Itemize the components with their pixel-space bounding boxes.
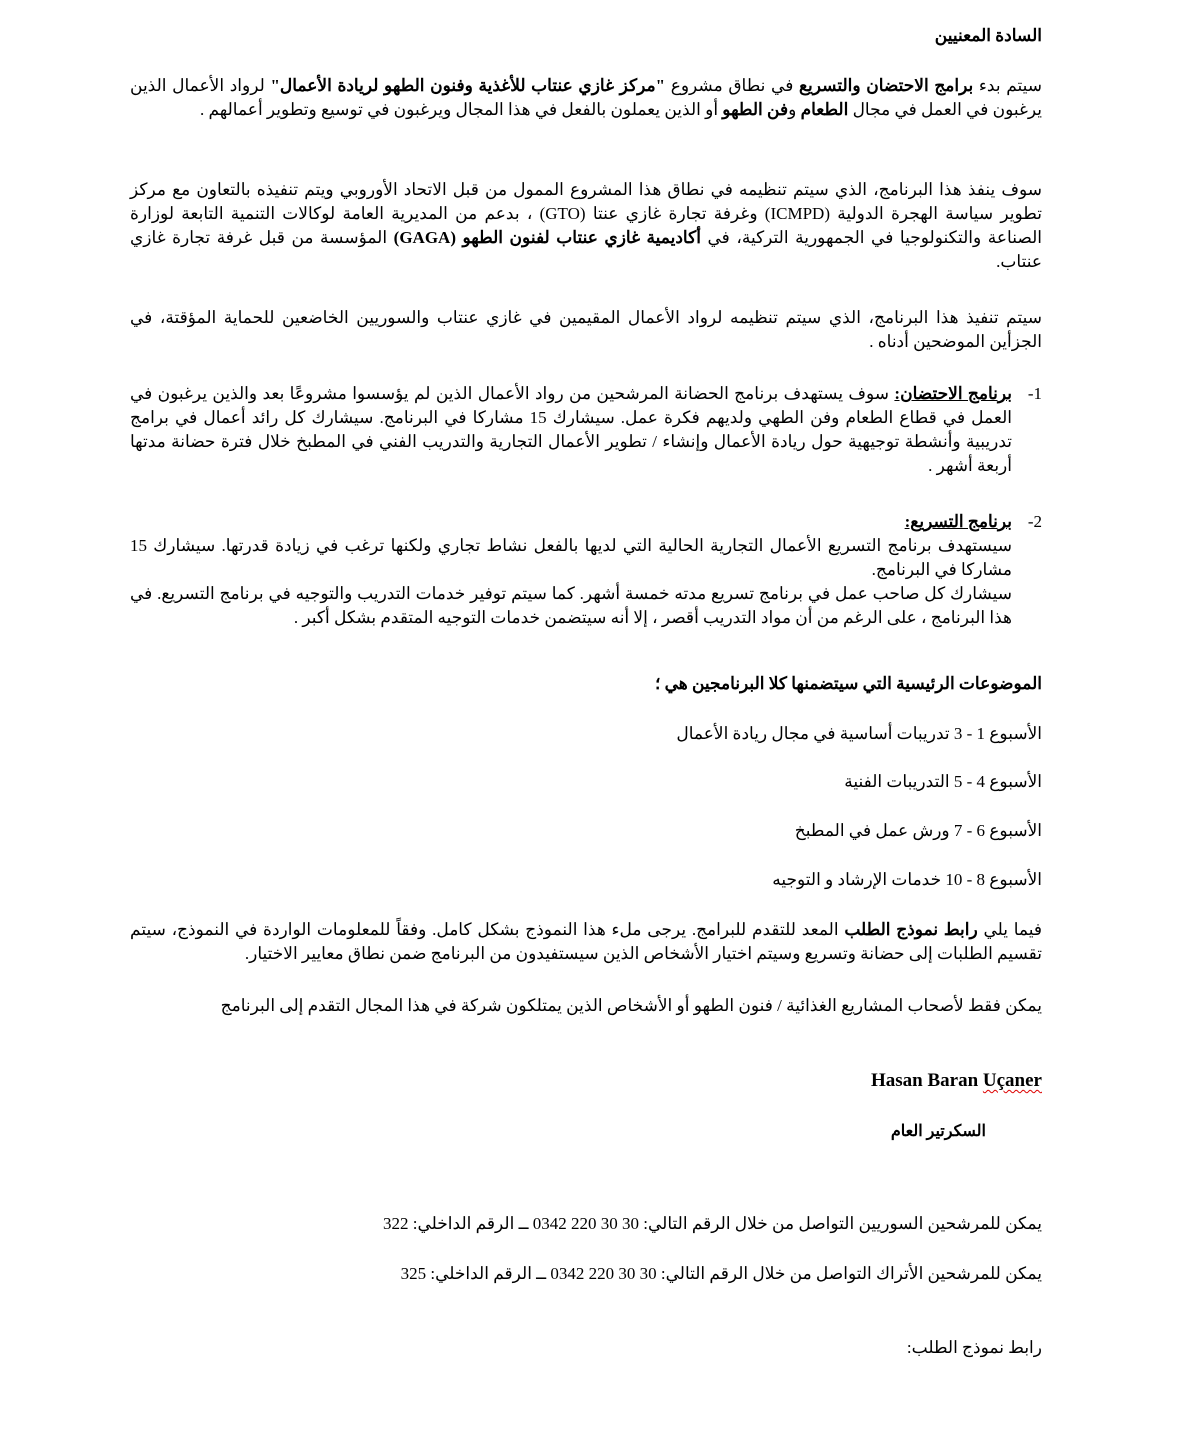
signatory-name [871,1069,1042,1093]
acceleration-title: برنامج التسريع: [904,512,1012,531]
application-paragraph [130,918,1042,966]
incubation-title: برنامج الاحتضان: [894,384,1013,403]
acceleration-item [130,510,1042,630]
gaga-academy: أكاديمية غازي عنتاب لفنون الطهو (GAGA) [393,228,701,247]
intro-text-1: سيتم بدء [973,76,1043,95]
implementation-paragraph [130,178,1042,274]
intro-programs: برامج الاحتضان والتسريع [799,76,974,95]
application-text-3: المعد للتقدم للبرامج. يرجى ملء هذا النموذج بشكل كامل. وفقاً للمعلومات الواردة في النموذج، سيتم تقسيم الطلبات إلى حضانة وتسريع وسيتم اختيار الأشخاص الذين سيستفيدون من البرنامج ضمن نطاق معايير الاختيار. [130,920,1042,963]
signatory-last-name: Uçaner [982,1070,1042,1091]
form-link-label: رابط نموذج الطلب: [906,1338,1042,1357]
intro-and: و [788,100,801,119]
incubation-text: سوف يستهدف برنامج الحضانة المرشحين من رواد الأعمال الذين لم يؤسسوا مشروعًا بعد والذين يرغبون في العمل في قطاع الطعام وفن الطهي ولديهم فكرة عمل. سيشارك 15 مشاركا في البرنامج. سيشارك كل رائد أعمال في برامج تدريبية وأنشطة توجيهية حول ريادة الأعمال وإنشاء / تطوير الأعمال التجارية والتدريب الفني في المطبخ خلال فترة حضانة مدتها أربعة أشهر . [130,384,1012,475]
acceleration-text-2: سيشارك كل صاحب عمل في برنامج تسريع مدته خمسة أشهر. كما سيتم توفير خدمات التدريب والتوجيه في برنامج التسريع. في هذا البرنامج ، على الرغم من أن مواد التدريب أقصر ، إلا أنه سيتضمن خدمات التوجيه المتقدم بشكل أكبر . [130,584,1012,627]
intro-paragraph [130,74,1042,122]
signatory-title: السكرتير العام [890,1123,986,1140]
field-gastronomy: فن الطهو [722,100,789,119]
project-name: "مركز غازي عنتاب للأغذية وفنون الطهو لريادة الأعمال" [270,76,666,95]
incubation-body [130,382,1012,478]
salutation: السادة المعنيين [934,26,1042,45]
week-item: الأسبوع 6 - 7 ورش عمل في المطبخ [794,821,1042,840]
application-text-1: فيما يلي [977,920,1042,939]
contact-turkish: يمكن للمرشحين الأتراك التواصل من خلال الرقم التالي: 30 30 220 0342 ــ الرقم الداخلي: 325 [400,1264,1042,1283]
intro-text-3: في نطاق مشروع [665,76,799,95]
acceleration-body [130,510,1012,630]
incubation-item [130,382,1042,478]
topics-heading: الموضوعات الرئيسية التي سيتضمنها كلا البرنامجين هي ؛ [654,674,1042,693]
implementation-text: سوف ينفذ هذا البرنامج، الذي سيتم تنظيمه في نطاق هذا المشروع الممول من قبل الاتحاد الأوروبي ويتم تنفيذه بالتعاون مع مركز تطوير سياسة الهجرة الدولية (ICMPD) وغرفة تجارة غازي عنتا (GTO) ، بدعم من المديرية العامة لوكالات التنمية التابعة لوزارة الصناعة والتكنولوجيا في الجمهورية التركية، في [130,180,1042,247]
contact-syrian: يمكن للمرشحين السوريين التواصل من خلال الرقم التالي: 30 30 220 0342 ــ الرقم الداخلي: 322 [383,1214,1042,1233]
implementation-text-end: المؤسسة من قبل غرفة تجارة غازي عنتاب. [130,228,1042,271]
application-form-link-text: رابط نموذج الطلب [844,920,978,939]
signatory-first-name: Hasan Baran [870,1070,983,1091]
field-food: الطعام [800,100,849,119]
target-paragraph: سيتم تنفيذ هذا البرنامج، الذي سيتم تنظيمه لرواد الأعمال المقيمين في غازي عنتاب والسوريين الخاضعين للحماية المؤقتة، في الجزأين الموضحين أدناه . [130,308,1042,351]
acceleration-number: 2- [1027,512,1042,531]
week-item: الأسبوع 1 - 3 تدريبات أساسية في مجال ريادة الأعمال [676,724,1042,743]
incubation-number: 1- [1027,384,1042,403]
acceleration-text-1: سيستهدف برنامج التسريع الأعمال التجارية الحالية التي لديها بالفعل نشاط تجاري ولكنها ترغب في زيادة قدرتها. سيشارك 15 مشاركا في البرنامج. [130,536,1012,579]
eligibility-paragraph: يمكن فقط لأصحاب المشاريع الغذائية / فنون الطهو أو الأشخاص الذين يمتلكون شركة في هذا المجال التقدم إلى البرنامج [220,996,1042,1015]
intro-text-5: لرواد الأعمال الذين يرغبون في العمل في مجال [130,76,1042,119]
intro-text-9: أو الذين يعملون بالفعل في هذا المجال ويرغبون في توسيع وتطوير أعمالهم . [199,100,723,119]
week-item: الأسبوع 8 - 10 خدمات الإرشاد و التوجيه [772,870,1042,889]
week-item: الأسبوع 4 - 5 التدريبات الفنية [844,772,1042,791]
